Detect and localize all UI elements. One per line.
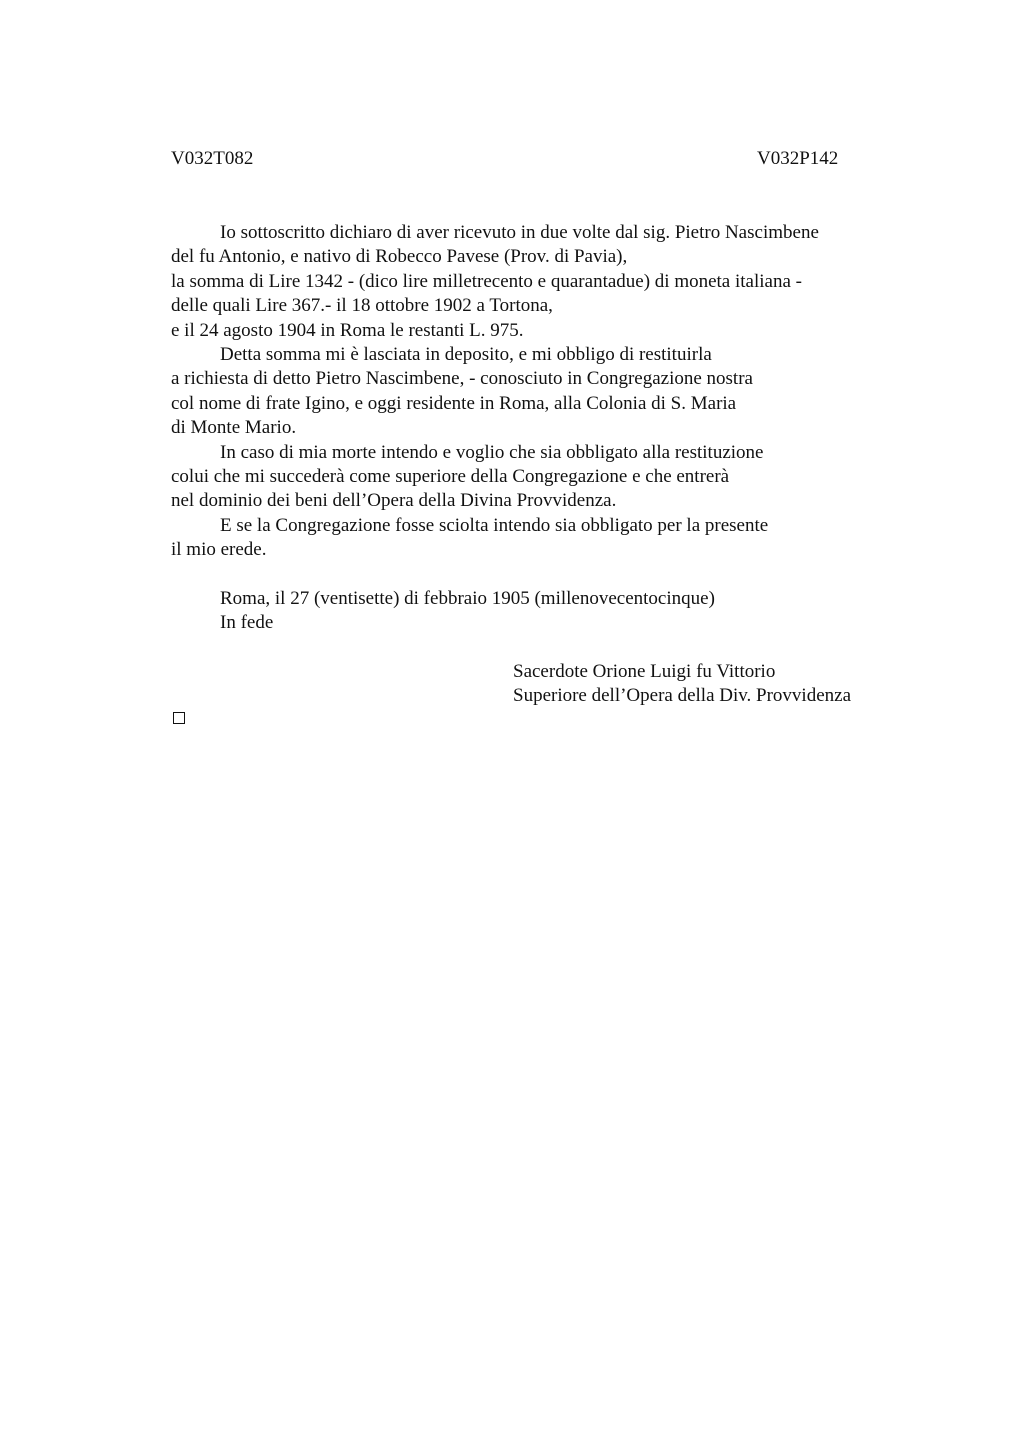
empty-box-icon [173,712,185,724]
body-line: Detta somma mi è lasciata in deposito, e mi obbligo di restituirla [220,343,712,365]
document-code-left: V032T082 [171,148,254,169]
body-line: delle quali Lire 367.- il 18 ottobre 1902 a Tortona, [171,295,553,317]
signature-block [513,660,851,709]
closing-block [220,587,715,636]
body-line: nel dominio dei beni dell’Opera della Divina Provvidenza. [171,490,617,512]
document-code-right: V032P142 [757,148,839,169]
body-line: col nome di frate Igino, e oggi residente in Roma, alla Colonia di S. Maria [171,392,737,414]
body-line: del fu Antonio, e nativo di Robecco Pavese (Prov. di Pavia), [171,246,628,268]
body-line: In caso di mia morte intendo e voglio che sia obbligato alla restituzione [220,441,764,463]
body-line: Io sottoscritto dichiaro di aver ricevuto in due volte dal sig. Pietro Nascimbene [220,222,819,243]
in-fede: In fede [220,612,274,634]
signature-title: Superiore dell’Opera della Div. Provvidenza [513,685,852,707]
body-line: il mio erede. [171,539,267,561]
body-line: la somma di Lire 1342 - (dico lire milletrecento e quarantadue) di moneta italiana - [171,270,802,292]
body-line: a richiesta di detto Pietro Nascimbene, - conosciuto in Congregazione nostra [171,368,753,390]
declaration-body [171,221,891,562]
body-line: e il 24 agosto 1904 in Roma le restanti L. 975. [171,319,524,341]
body-line: di Monte Mario. [171,417,297,439]
body-line: E se la Congregazione fosse sciolta intendo sia obbligato per la presente [220,514,769,536]
body-line: colui che mi succederà come superiore della Congregazione e che entrerà [171,465,730,487]
place-date: Roma, il 27 (ventisette) di febbraio 1905 (millenovecentocinque) [220,588,715,609]
signature-name: Sacerdote Orione Luigi fu Vittorio [513,661,776,682]
